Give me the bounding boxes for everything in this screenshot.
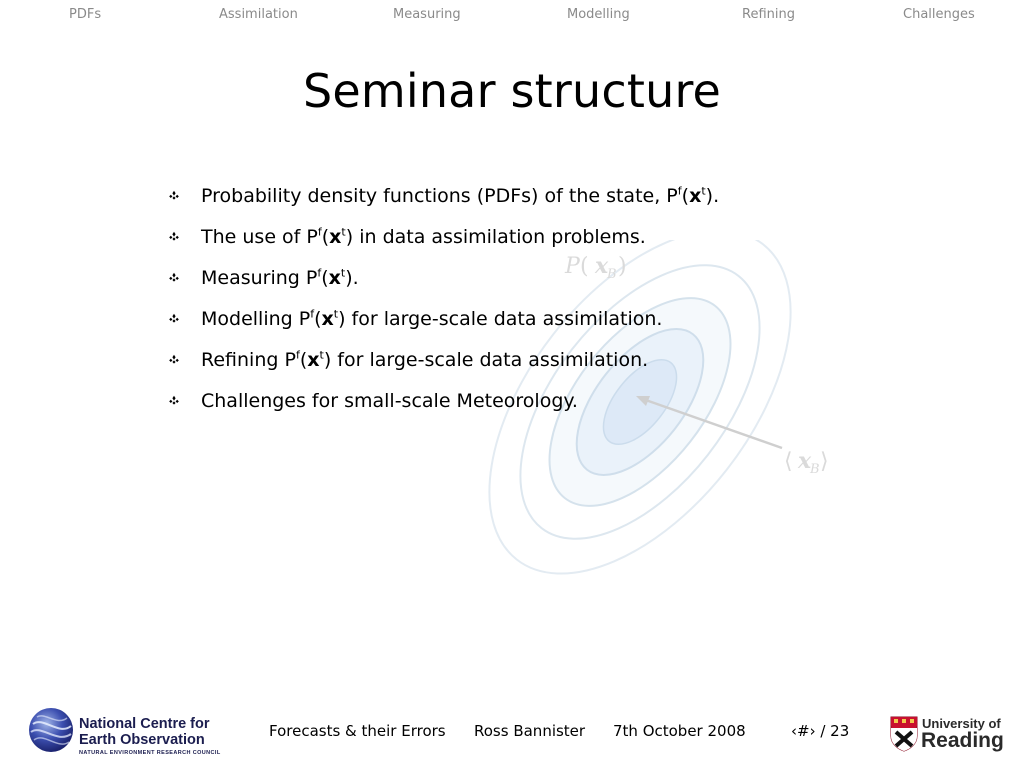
nceo-name-line1: National Centre for — [79, 716, 210, 732]
nav-item-pdfs[interactable]: PDFs — [69, 7, 102, 22]
svg-text:(: ( — [580, 254, 589, 279]
nav-item-modelling[interactable]: Modelling — [567, 7, 630, 22]
footer-talk-title: Forecasts & their Errors — [269, 722, 446, 740]
bullet-text: Measuring $P^f(x^t)$. — [201, 266, 359, 289]
section-navbar — [0, 0, 1024, 30]
bullet-text: Challenges for small-scale Meteorology. — [201, 390, 578, 412]
svg-text:B: B — [810, 462, 820, 477]
nav-item-challenges[interactable]: Challenges — [903, 7, 975, 22]
slide-footer — [0, 700, 1024, 768]
diamond-bullet-icon — [168, 313, 180, 325]
list-item — [168, 183, 868, 224]
diamond-bullet-icon — [168, 190, 180, 202]
nceo-name-line2: Earth Observation — [79, 732, 205, 748]
svg-text:⟨: ⟨ — [784, 449, 793, 474]
list-item — [168, 347, 868, 388]
svg-text:⟩: ⟩ — [820, 449, 829, 474]
bullet-text: Probability density functions (PDFs) of the state, $P^f(x^t)$. — [201, 184, 720, 207]
bullet-text: Modelling $P^f(x^t)$ for large-scale data assimilation. — [201, 307, 663, 330]
diamond-bullet-icon — [168, 272, 180, 284]
nav-item-refining[interactable]: Refining — [742, 7, 795, 22]
reading-shield-icon — [890, 716, 918, 752]
slide-title: Seminar structure — [302, 64, 722, 118]
svg-text:x: x — [798, 448, 812, 474]
nceo-globe-icon — [27, 706, 75, 754]
nav-item-measuring[interactable]: Measuring — [393, 7, 461, 22]
reading-name-line1: University of — [922, 716, 1001, 731]
nceo-council-line: NATURAL ENVIRONMENT RESEARCH COUNCIL — [79, 750, 221, 756]
footer-author: Ross Bannister — [474, 722, 586, 740]
list-item — [168, 224, 868, 265]
list-item — [168, 388, 868, 429]
svg-text:P: P — [565, 254, 580, 279]
footer-page-number: ‹#› / 23 — [791, 722, 850, 740]
svg-text:): ) — [618, 254, 627, 279]
list-item — [168, 265, 868, 306]
diamond-bullet-icon — [168, 354, 180, 366]
footer-date: 7th October 2008 — [613, 722, 746, 740]
svg-text:B: B — [607, 267, 617, 282]
nceo-logo — [27, 706, 227, 756]
diamond-bullet-icon — [168, 395, 180, 407]
bullet-text: Refining $P^f(x^t)$ for large-scale data assimilation. — [201, 348, 649, 371]
figure-label-mean — [784, 448, 829, 477]
bullet-text: The use of $P^f(x^t)$ in data assimilation problems. — [201, 225, 646, 248]
svg-text:x: x — [595, 253, 609, 279]
reading-name-line2: Reading — [921, 729, 1004, 752]
list-item — [168, 306, 868, 347]
bullet-list — [168, 183, 868, 429]
diamond-bullet-icon — [168, 231, 180, 243]
nav-item-assimilation[interactable]: Assimilation — [219, 7, 298, 22]
university-reading-logo — [890, 716, 1005, 758]
